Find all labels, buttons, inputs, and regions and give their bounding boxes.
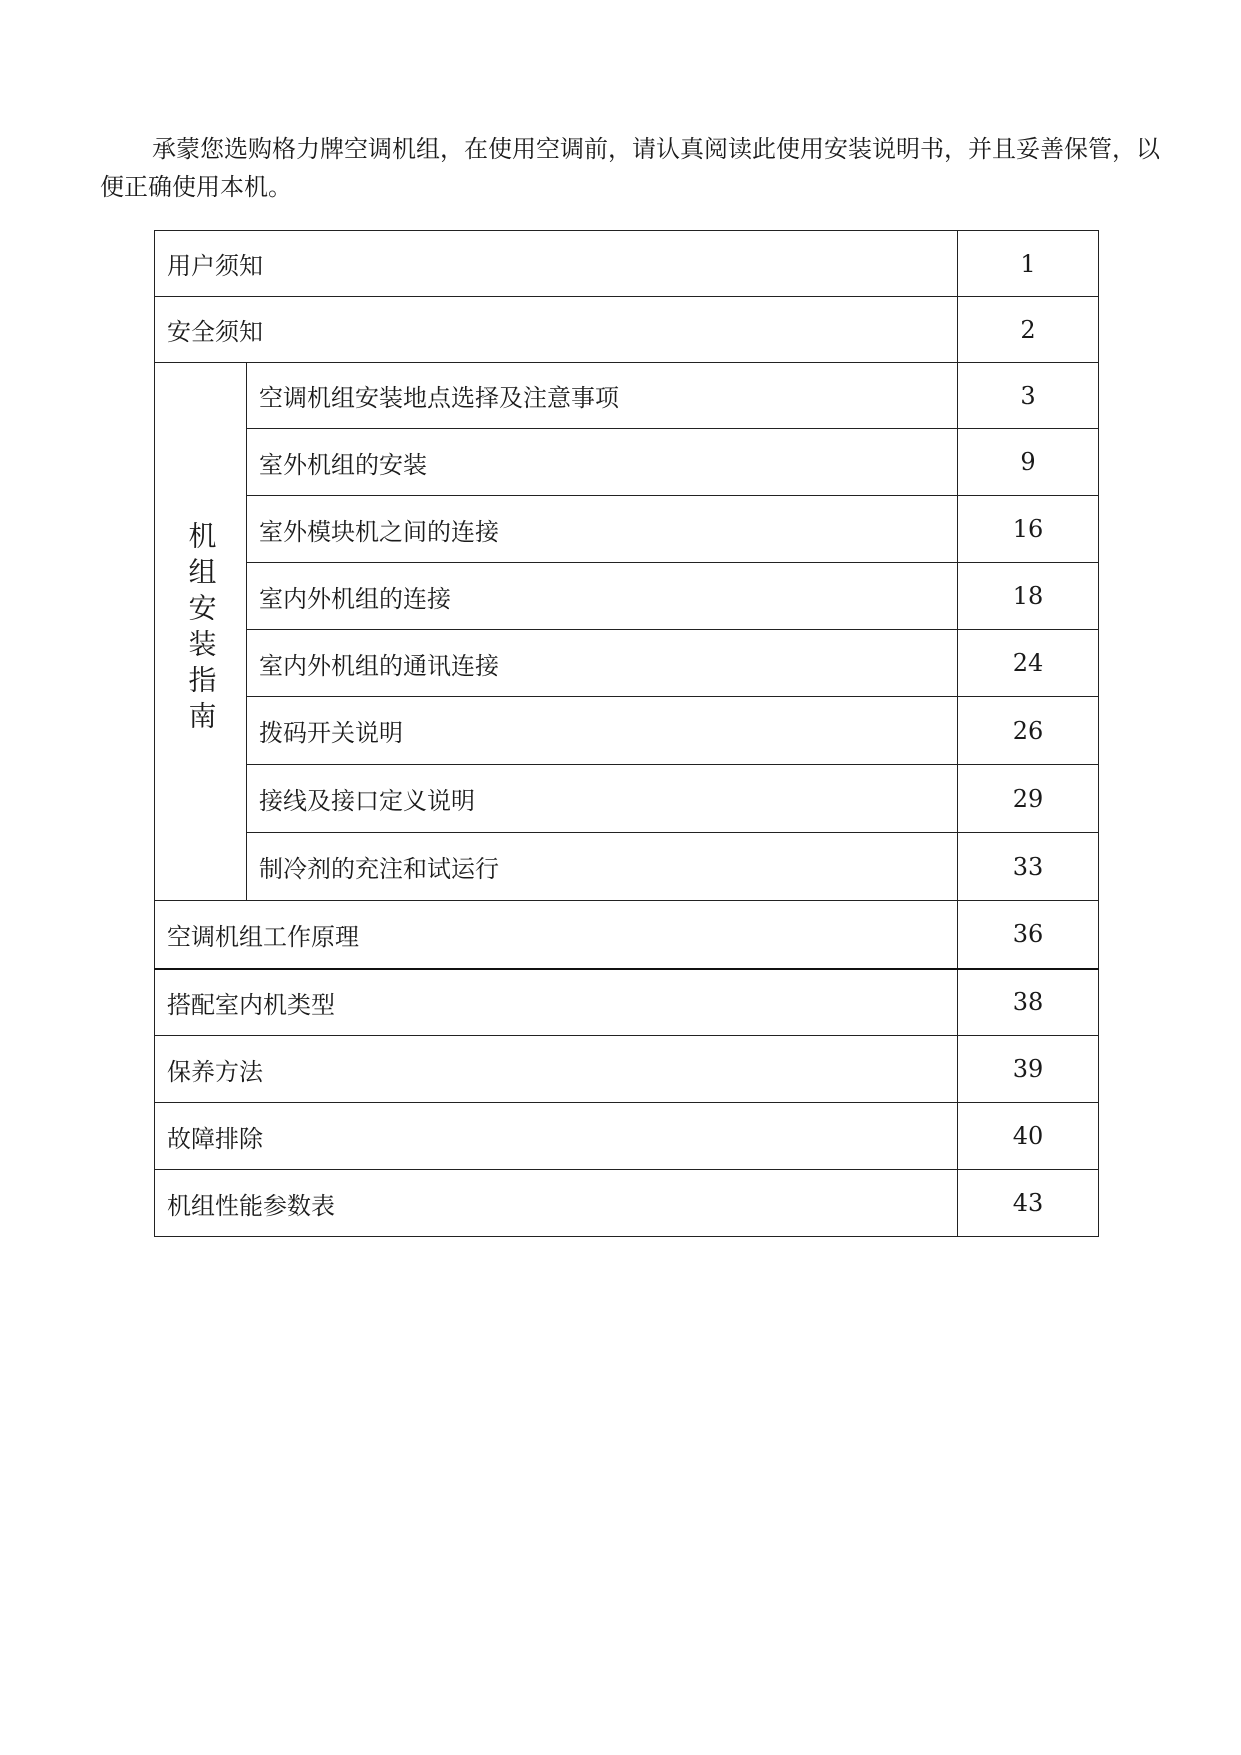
toc-entry-page: 26 (958, 697, 1099, 765)
toc-entry-title: 拨码开关说明 (247, 697, 958, 765)
toc-row (155, 1103, 1099, 1170)
toc-group-label: 机组安装指南 (184, 520, 218, 737)
toc-row (155, 1036, 1099, 1103)
toc-row (155, 969, 1099, 1036)
toc-entry-page: 16 (958, 496, 1099, 563)
toc-entry-page: 2 (958, 297, 1099, 363)
toc-entry-page: 29 (958, 765, 1099, 833)
toc-entry-title: 机组性能参数表 (155, 1170, 958, 1237)
toc-entry-title: 空调机组安装地点选择及注意事项 (247, 363, 958, 429)
intro-paragraph: 承蒙您选购格力牌空调机组，在使用空调前，请认真阅读此使用安装说明书，并且妥善保管，以便正确使用本机。 (100, 135, 1160, 201)
toc-entry-title: 室内外机组的连接 (247, 563, 958, 630)
toc-entry-page: 1 (958, 231, 1099, 297)
toc-row (155, 697, 1099, 765)
toc-entry-title: 故障排除 (155, 1103, 958, 1170)
toc-entry-title: 搭配室内机类型 (155, 969, 958, 1036)
toc-row (155, 363, 1099, 429)
toc-entry-page: 33 (958, 833, 1099, 901)
toc-row (155, 429, 1099, 496)
toc-row (155, 833, 1099, 901)
toc-row (155, 297, 1099, 363)
toc-row (155, 630, 1099, 697)
toc-entry-page: 38 (958, 969, 1099, 1036)
toc-entry-page: 43 (958, 1170, 1099, 1237)
table-of-contents (154, 230, 1099, 1237)
toc-entry-title: 制冷剂的充注和试运行 (247, 833, 958, 901)
toc-entry-title: 用户须知 (155, 231, 958, 297)
toc-entry-title: 室内外机组的通讯连接 (247, 630, 958, 697)
toc-entry-page: 24 (958, 630, 1099, 697)
toc-entry-page: 36 (958, 901, 1099, 969)
toc-group-cell (155, 363, 247, 901)
toc-row (155, 901, 1099, 969)
toc-row (155, 231, 1099, 297)
toc-entry-title: 安全须知 (155, 297, 958, 363)
toc-entry-page: 18 (958, 563, 1099, 630)
toc-entry-page: 3 (958, 363, 1099, 429)
toc-entry-page: 9 (958, 429, 1099, 496)
toc-entry-title: 室外模块机之间的连接 (247, 496, 958, 563)
toc-entry-page: 39 (958, 1036, 1099, 1103)
toc-row (155, 496, 1099, 563)
toc-entry-title: 空调机组工作原理 (155, 901, 958, 969)
toc-row (155, 563, 1099, 630)
toc-entry-page: 40 (958, 1103, 1099, 1170)
toc-entry-title: 接线及接口定义说明 (247, 765, 958, 833)
toc-entry-title: 保养方法 (155, 1036, 958, 1103)
toc-row (155, 1170, 1099, 1237)
toc-entry-title: 室外机组的安装 (247, 429, 958, 496)
toc-row (155, 765, 1099, 833)
